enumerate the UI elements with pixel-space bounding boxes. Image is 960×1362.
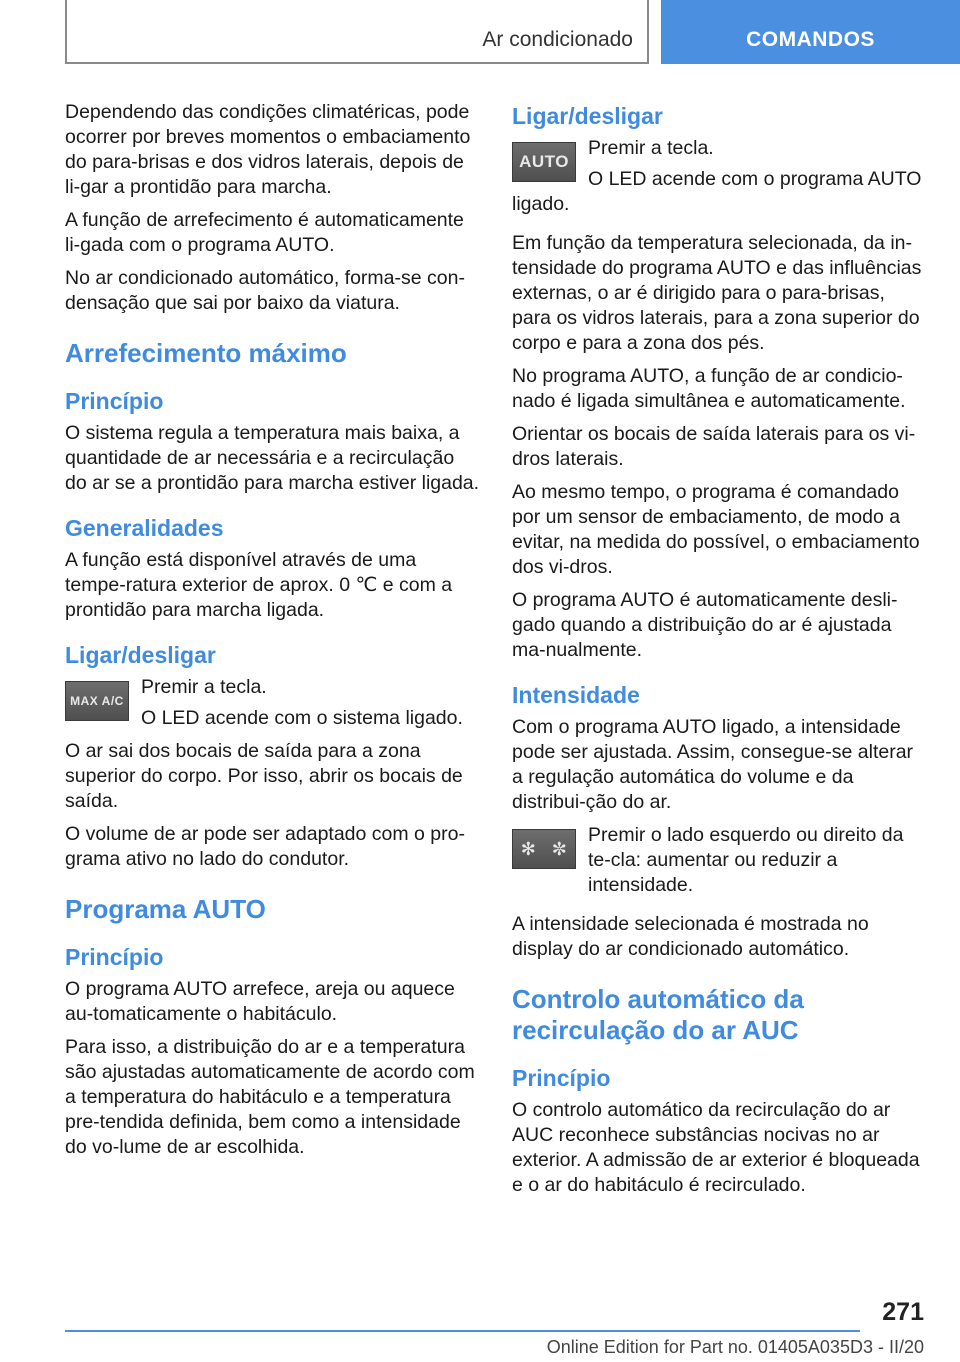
intensity-text-1: Com o programa AUTO ligado, a intensidade pode ser ajustada. Assim, consegue-se alterar a regulação automática do volume e da distribui-ção do ar.	[512, 716, 914, 813]
fan-small-icon: ✻	[520, 838, 537, 859]
max-onoff-heading: Ligar/desligar	[65, 642, 216, 668]
max-ac-button-label: MAX A/C	[70, 694, 124, 708]
max-onoff-step-1: Premir a tecla.	[141, 676, 267, 698]
chapter-title: COMANDOS	[746, 28, 875, 51]
auto-principle-text-2: Para isso, a distribuição do ar e a temperatura são ajustadas automaticamente de acordo com a temperatura do habitáculo e a temperatura pre-tendida definida, bem como a intensidade do vo-lume de ar escolhida.	[65, 1036, 475, 1158]
auto-onoff-text-3: Em função da temperatura selecionada, da in-tensidade do programa AUTO e das influências externas, o ar é dirigido para o para-brisas, para os vidros laterais, para a zona superior do corpo e para a zona dos pés.	[512, 232, 922, 354]
header-section-title	[65, 0, 649, 64]
auto-onoff-text-4: No programa AUTO, a função de ar condicio-nado é ligada simultânea e automaticamente.	[512, 365, 906, 412]
auc-principle-text: O controlo automático da recirculação do ar AUC reconhece substâncias nocivas no ar exterior. A admissão de ar exterior é bloqueada e o ar do habitáculo é recirculado.	[512, 1099, 920, 1196]
max-principle-text: O sistema regula a temperatura mais baixa, a quantidade de ar necessária e a recirculação do ar se a prontidão para marcha estiver ligada.	[65, 422, 480, 494]
intensity-instruction	[512, 823, 928, 898]
intro-paragraph-1: Dependendo das condições climatéricas, pode ocorrer por breves momentos o embaciamento do para-brisas e dos vidros laterais, depois de li-gar a prontidão para marcha.	[65, 101, 471, 198]
section-title: Ar condicionado	[482, 28, 633, 51]
max-onoff-note-2: O volume de ar pode ser adaptado com o pro-grama ativo no lado do condutor.	[65, 823, 465, 870]
max-ac-instruction	[65, 675, 481, 731]
auto-program-heading: Programa AUTO	[65, 894, 266, 924]
auto-instruction	[512, 136, 928, 217]
fan-large-icon: ✼	[551, 838, 568, 859]
max-general-heading: Generalidades	[65, 515, 224, 541]
auc-heading: Controlo automático da recirculação do ar AUC	[512, 984, 804, 1045]
auto-onoff-heading: Ligar/desligar	[512, 103, 663, 129]
auto-principle-heading: Princípio	[65, 944, 164, 970]
footer-divider	[65, 1330, 860, 1332]
auto-onoff-step-1: Premir a tecla.	[588, 137, 714, 159]
auto-onoff-step-2: O LED acende com o programa AUTO	[588, 168, 922, 190]
page-number: 271	[882, 1298, 924, 1326]
left-column	[65, 100, 481, 1168]
max-ac-button-icon	[65, 681, 129, 721]
max-cooling-heading: Arrefecimento máximo	[65, 338, 347, 368]
intensity-step: Premir o lado esquerdo ou direito da te-cla: aumentar ou reduzir a intensidade.	[588, 824, 904, 896]
auto-onoff-text-5: Orientar os bocais de saída laterais para os vi-dros laterais.	[512, 423, 916, 470]
auto-onoff-text-6: Ao mesmo tempo, o programa é comandado por um sensor de embaciamento, de modo a evitar, na medida do possível, o embaciamento dos vi-dros.	[512, 481, 920, 578]
auto-principle-text-1: O programa AUTO arrefece, areja ou aquece au-tomaticamente o habitáculo.	[65, 978, 455, 1025]
intensity-heading: Intensidade	[512, 682, 640, 708]
max-general-text: A função está disponível através de uma tempe-ratura exterior de aprox. 0 ℃ e com a prontidão para marcha ligada.	[65, 549, 453, 621]
max-principle-heading: Princípio	[65, 388, 164, 414]
max-onoff-note-1: O ar sai dos bocais de saída para a zona superior do corpo. Por isso, abrir os bocais de saída.	[65, 740, 463, 812]
auto-button-icon	[512, 142, 576, 182]
intro-paragraph-2: A função de arrefecimento é automaticamente li-gada com o programa AUTO.	[65, 209, 464, 256]
max-onoff-step-2: O LED acende com o sistema ligado.	[141, 707, 463, 729]
intro-paragraph-3: No ar condicionado automático, forma-se con-densação que sai por baixo da viatura.	[65, 267, 465, 314]
intensity-text-3: A intensidade selecionada é mostrada no display do ar condicionado automático.	[512, 913, 869, 960]
fan-button-icon	[512, 829, 576, 869]
header-chapter-tab	[661, 0, 960, 64]
edition-note: Online Edition for Part no. 01405A035D3 - II/20	[546, 1337, 924, 1357]
auto-onoff-text-7: O programa AUTO é automaticamente desli-gado quando a distribuição do ar é ajustada ma-nualmente.	[512, 589, 898, 661]
auto-button-label: AUTO	[519, 152, 569, 171]
right-column	[512, 100, 928, 1206]
auto-onoff-step-2-cont: ligado.	[512, 193, 570, 215]
auc-principle-heading: Princípio	[512, 1065, 611, 1091]
